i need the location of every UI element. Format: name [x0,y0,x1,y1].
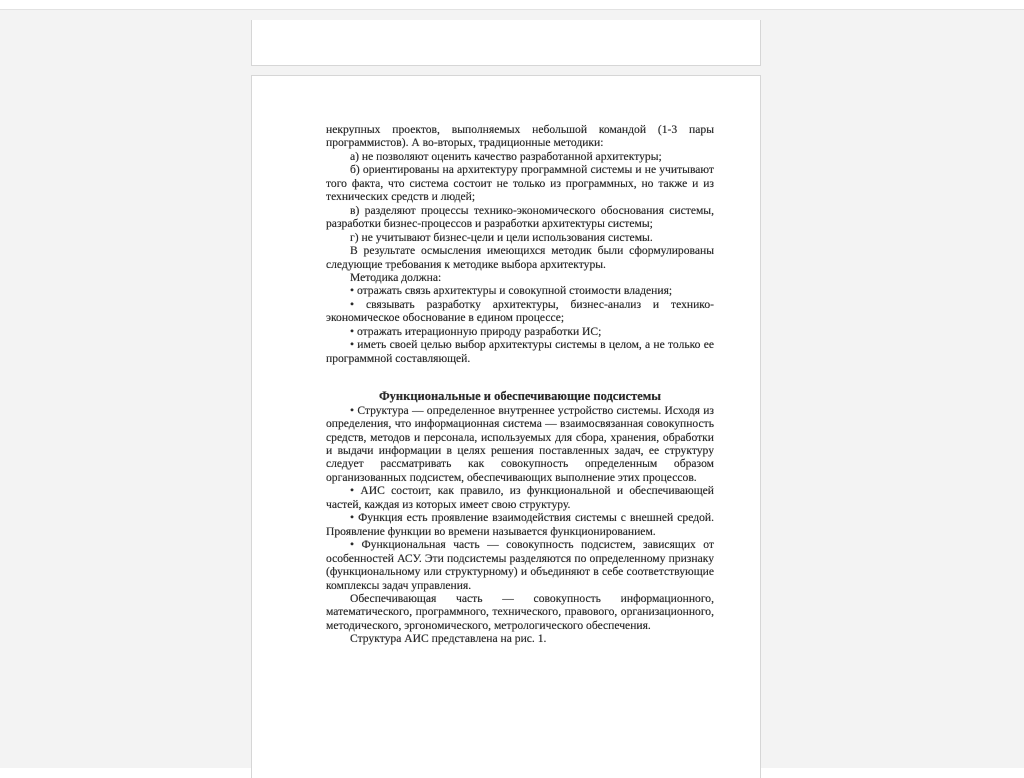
document-page [251,75,761,778]
list-item: • связывать разработку архитектуры, бизнес-анализ и технико-экономическое обоснование в едином процессе; [326,297,714,325]
paragraph: в) разделяют процессы технико-экономического обоснования системы, разработки бизнес-процессов и разработки архитектуры системы; [326,203,714,231]
paragraph: Методика должна: [350,270,442,284]
paragraph: В результате осмысления имеющихся методик были сформулированы следующие требования к методике выбора архитектуры. [326,244,714,271]
paragraph: некрупных проектов, выполняемых небольшой командой (1-3 пары программистов). А во-вторых, традиционные методики: [326,123,714,150]
paragraph: • Функция есть проявление взаимодействия системы с внешней средой. Проявление функции во времени называется функционированием. [326,511,714,538]
previous-page [251,20,761,66]
list-item: • иметь своей целью выбор архитектуры системы в целом, а не только ее программной составляющей. [326,338,714,365]
section-heading: Функциональные и обеспечивающие подсистемы [378,389,662,404]
paragraph: г) не учитывают бизнес-цели и цели использования системы. [350,230,653,244]
paragraph: Структура АИС представлена на рис. 1. [350,632,547,646]
paragraph: • АИС состоит, как правило, из функциональной и обеспечивающей частей, каждая из которых имеет свою структуру. [326,484,714,511]
paragraph: • Функциональная часть — совокупность подсистем, зависящих от особенностей АСУ. Эти подсистемы разделяются по определенному признаку (функциональному или структурному) и объединяют в себе соответствующие комплексы задач управления. [326,538,714,592]
paragraph: • Структура — определенное внутреннее устройство системы. Исходя из определения, что информационная система — взаимосвязанная совокупность средств, методов и персонала, используемых для сбора, хранения, обработки и выдачи информации в целях решения поставленных задач, ее структуру следует рассматривать как совокупность определенным образом организованных подсистем, обеспечивающих выполнение этих процессов. [326,403,714,484]
paragraph: а) не позволяют оценить качество разработанной архитектуры; [350,149,662,163]
document-viewer [0,9,1024,768]
paragraph: б) ориентированы на архитектуру программной системы и не учитывают того факта, что система состоит не только из программных, но также и из технических средств и людей; [326,163,714,204]
paragraph: Обеспечивающая часть — совокупность информационного, математического, программного, технического, правового, организационного, методического, эргономического, метрологического обеспечения. [326,591,714,632]
list-item: • отражать связь архитектуры и совокупной стоимости владения; [350,284,673,298]
list-item: • отражать итерационную природу разработки ИС; [350,324,602,338]
page-text [326,123,714,646]
